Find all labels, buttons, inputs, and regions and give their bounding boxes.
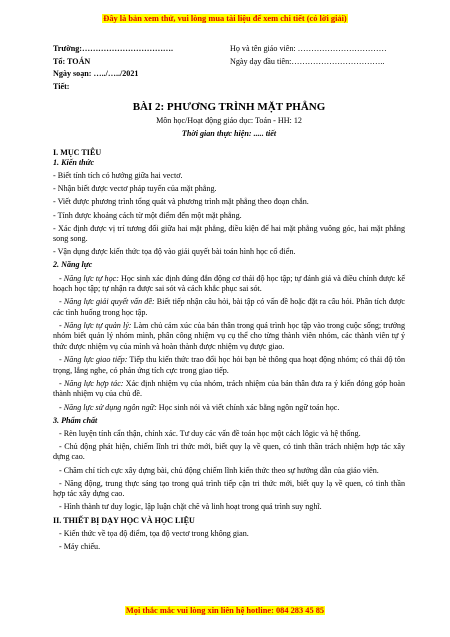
knowledge-item: - Tính được khoảng cách từ một điểm đến một mặt phẳng. [53, 210, 242, 220]
prep-date-field: Ngày soạn: …../…../2021 [53, 69, 139, 79]
knowledge-item: - Biết tính tích có hướng giữa hai vectơ. [53, 171, 183, 181]
knowledge-item: - Nhận biết được vectơ pháp tuyến của mặt phẳng. [53, 184, 217, 194]
subsection-qualities: 3. Phẩm chất [53, 415, 98, 425]
header-row-2 [53, 57, 405, 68]
quality-item: - Chủ động phát hiện, chiếm lĩnh tri thức mới, biết quy lạ về quen, có tinh thần trách nhiệm hợp tác xây dựng cao. [53, 441, 405, 462]
school-field: Trường:……………………………. [53, 44, 174, 53]
quality-item: - Rèn luyện tính cẩn thận, chính xác. Tư duy các vấn đề toán học một cách lôgic và hệ thống. [59, 428, 361, 438]
period-field: Tiết: [53, 81, 70, 91]
section-equipment: II. THIẾT BỊ DẠY HỌC VÀ HỌC LIỆU [53, 515, 195, 525]
section-objectives: I. MỤC TIÊU [53, 147, 102, 157]
quality-item: - Năng động, trung thực sáng tạo trong quá trình tiếp cận tri thức mới, biết quy lạ về quen, có tinh thần hợp tác xây dựng cao. [53, 478, 405, 499]
top-banner [0, 14, 450, 24]
lesson-title: BÀI 2: PHƯƠNG TRÌNH MẶT PHẲNG [132, 101, 326, 114]
group-field: Tổ: TOÁN [53, 56, 91, 66]
teacher-field: Họ và tên giáo viên: …………………………… [230, 44, 387, 53]
knowledge-item: - Vận dụng được kiến thức tọa độ vào giải quyết bài toán hình học cổ điển. [53, 247, 296, 257]
bottom-banner-text: Mọi thắc mắc vui lòng xin liên hệ hotline: 084 283 45 85 [125, 606, 325, 615]
competency-item: - Năng lực giao tiếp: Tiếp thu kiến thức trao đổi học hỏi bạn bè thông qua hoạt động nhóm; có thái độ tôn trọng, lắng nghe, có phản ứng tích cực trong giao tiếp. [53, 355, 406, 375]
competency-item: - Năng lực hợp tác: Xác định nhiệm vụ của nhóm, trách nhiệm của bản thân đưa ra ý kiến đóng góp hoàn thành nhiệm vụ của chủ đề. [53, 378, 405, 399]
lesson-duration: Thời gian thực hiện: ..... tiết [181, 128, 277, 138]
top-banner-text: Đây là bản xem thử, vui lòng mua tài liệu để xem chi tiết (có lời giải) [103, 14, 347, 23]
teach-date-field: Ngày dạy đầu tiên:…………………………….. [230, 56, 385, 66]
header-row-4 [53, 82, 405, 93]
equipment-item: - Máy chiếu. [59, 542, 101, 552]
bottom-banner [0, 606, 450, 616]
subsection-competencies: 2. Năng lực [53, 260, 93, 270]
competency-item: - Năng lực giải quyết vấn đề: Biết tiếp nhận câu hỏi, bài tập có vấn đề hoặc đặt ra câu hỏi. Phân tích được các tình huống trong học tập. [53, 297, 405, 317]
quality-item: - Chăm chỉ tích cực xây dựng bài, chủ động chiếm lĩnh kiến thức theo sự hướng dẫn của giáo viên. [59, 465, 379, 475]
knowledge-item: - Viết được phương trình tổng quát và phương trình mặt phẳng theo đoạn chắn. [53, 197, 309, 207]
competency-item: - Năng lực tự học: Học sinh xác định đúng đắn động cơ thái độ học tập; tự đánh giá và điều chỉnh được kế hoạch học tập; tự nhận ra được sai sót và cách khắc phục sai sót. [53, 273, 406, 294]
document-page [53, 44, 405, 553]
quality-item: - Hình thành tư duy logic, lập luận chặt chẽ và linh hoạt trong quá trình suy nghĩ. [59, 502, 322, 512]
header-row-1 [53, 44, 405, 55]
competency-item: - Năng lực tự quản lý: Làm chủ cảm xúc của bản thân trong quá trình học tập vào trong cuộc sống; trưởng nhóm biết quản lý nhóm mình, phân công nhiệm vụ cụ thể cho từng thành viên nhóm, các thành viên tự ý thức được nhiệm vụ của mình và hoàn thành được nhiệm vụ được giao. [53, 320, 406, 352]
knowledge-item: - Xác định được vị trí tương đối giữa hai mặt phẳng, điều kiện để hai mặt phẳng vuông góc, hai mặt phẳng song song. [53, 223, 405, 244]
competency-item: - Năng lực sử dụng ngôn ngữ: Học sinh nói và viết chính xác bằng ngôn ngữ toán học. [59, 402, 340, 412]
lesson-subject: Môn học/Hoạt động giáo dục: Toán - HH: 12 [156, 116, 302, 126]
equipment-item: - Kiến thức về tọa độ điểm, tọa độ vectơ trong không gian. [59, 528, 249, 538]
header-row-3 [53, 69, 405, 80]
subsection-knowledge: 1. Kiến thức [53, 158, 95, 168]
